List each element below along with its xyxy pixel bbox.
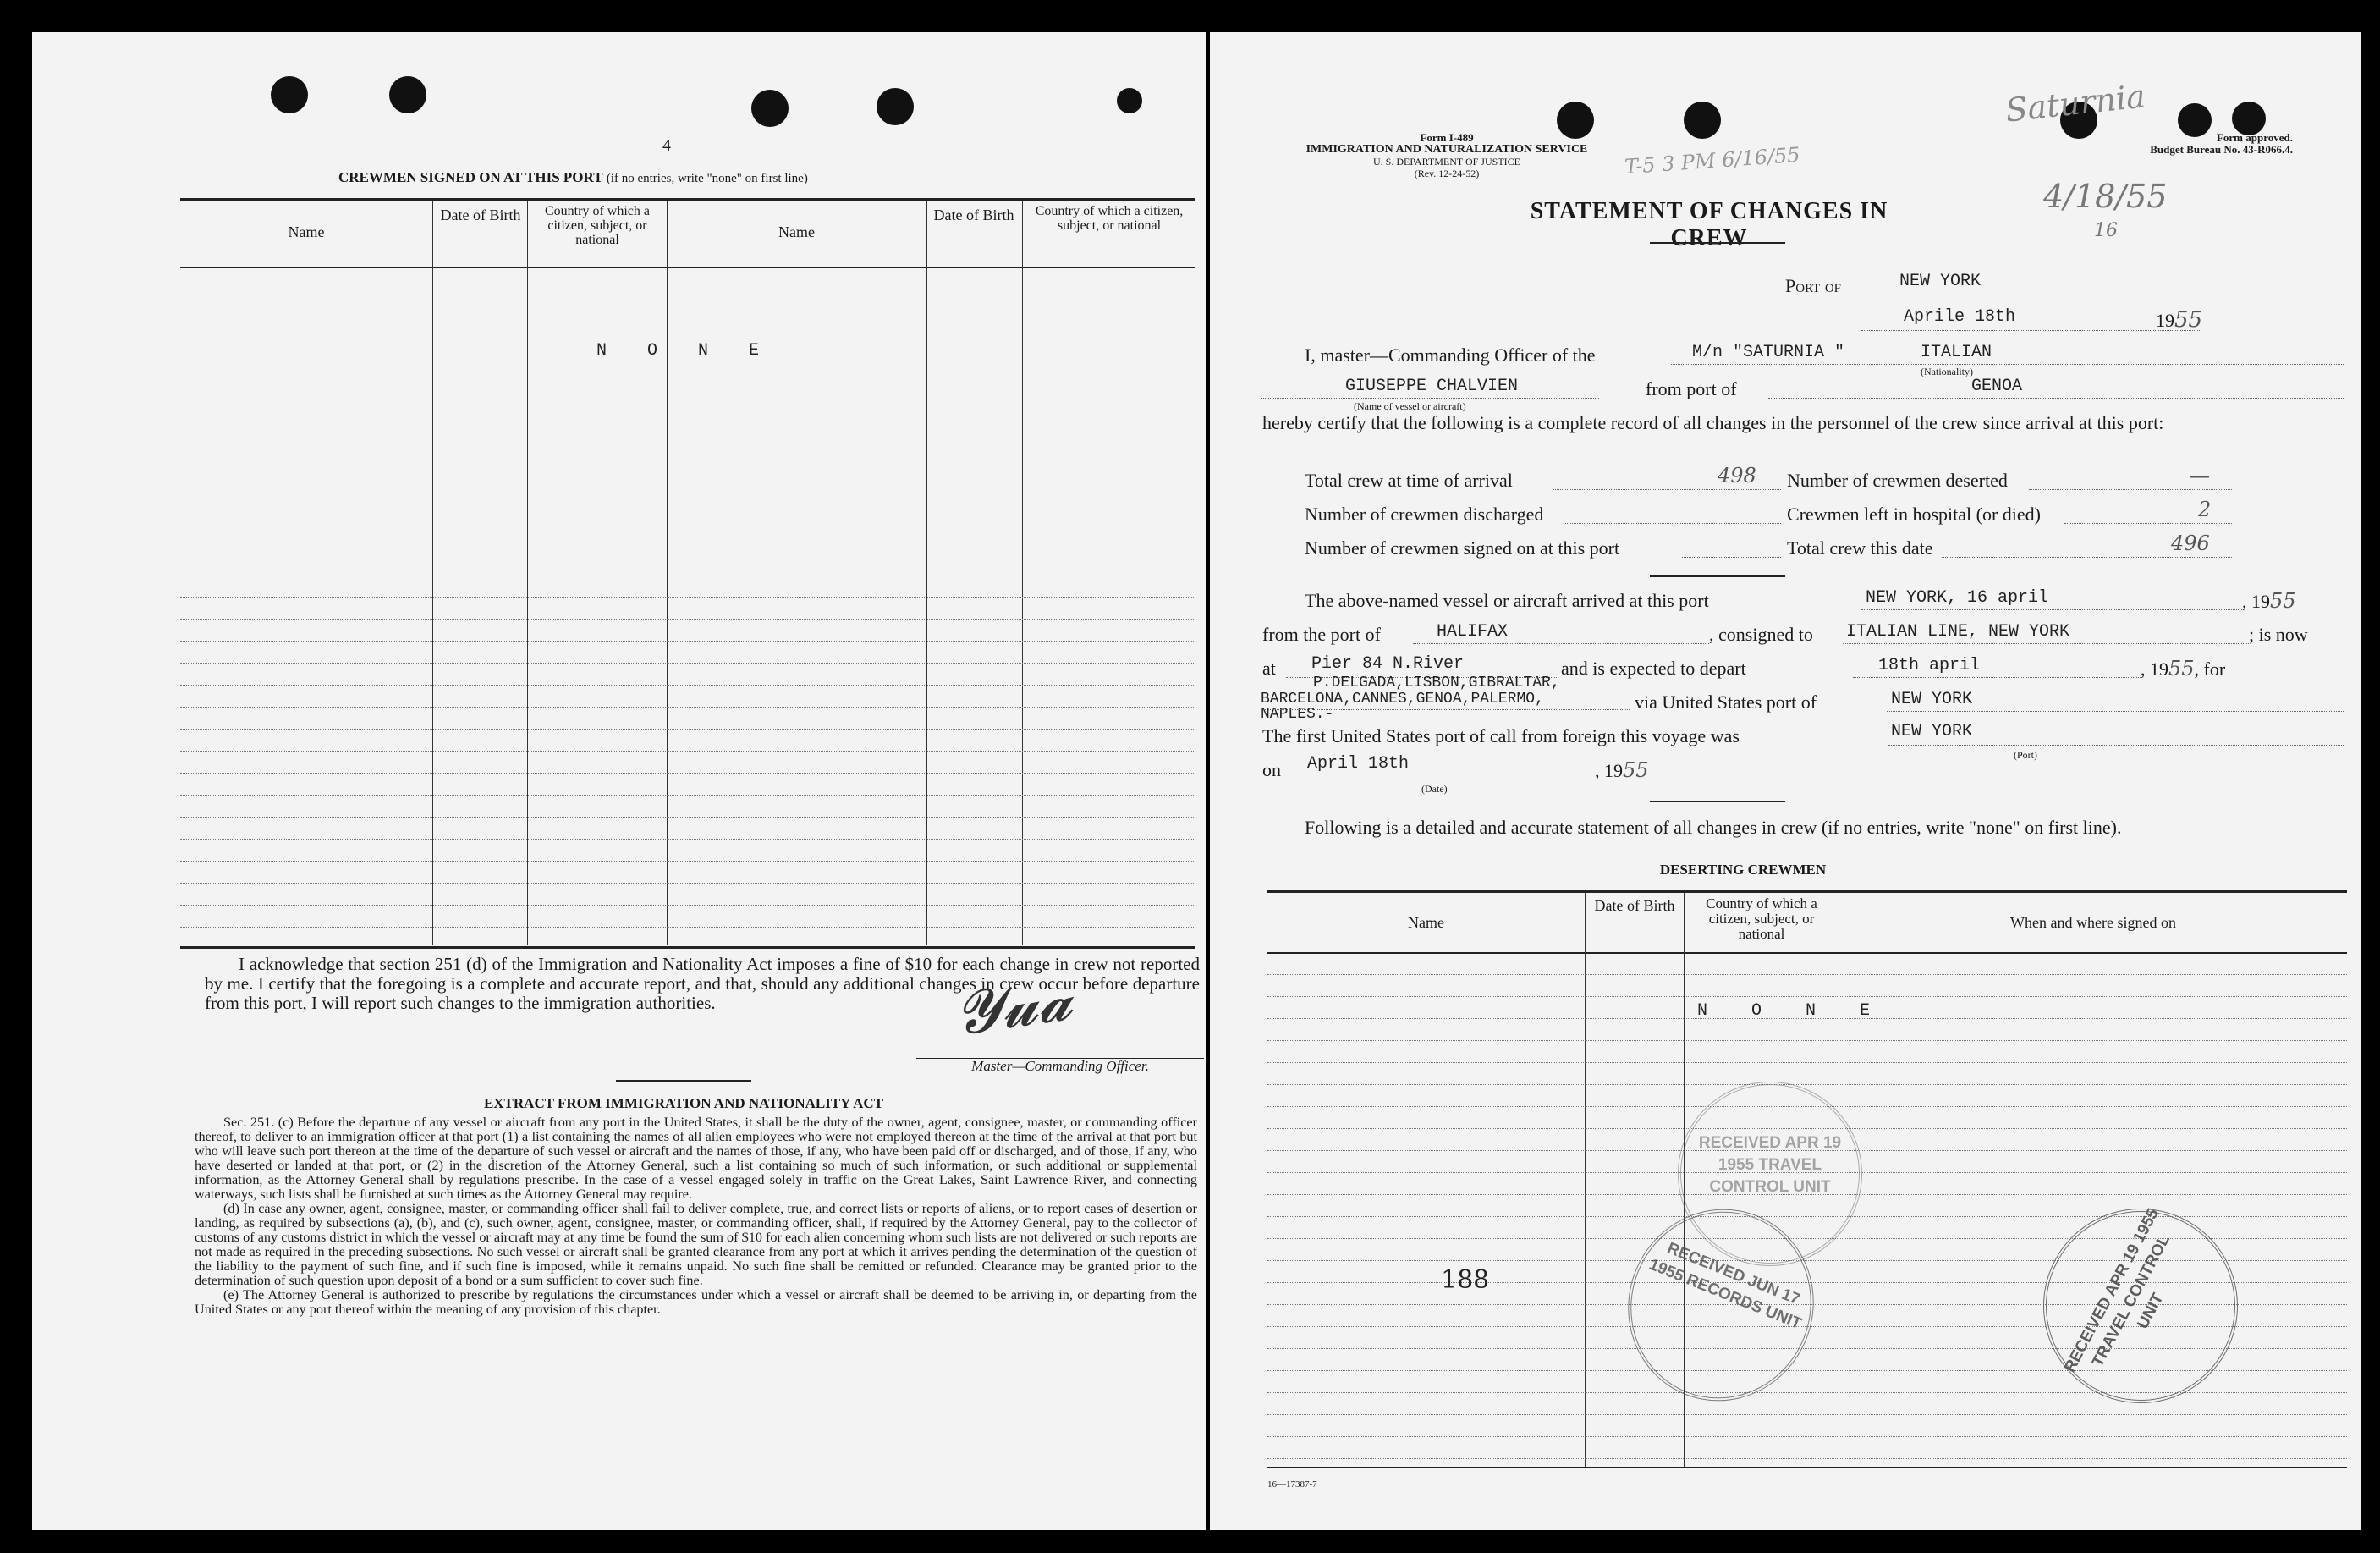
row-rule <box>180 619 1195 620</box>
received-stamp-2: RECEIVED JUN 17 1955 RECORDS UNIT <box>1599 1181 1843 1429</box>
vessel-value: M/n "SATURNIA " <box>1692 343 1845 362</box>
is-now-label: ; is now <box>2249 624 2308 645</box>
row-rule <box>180 729 1195 730</box>
handwritten-note: T-5 3 PM 6/16/55 <box>1624 142 1801 179</box>
at-value: Pier 84 N.River <box>1311 654 1465 674</box>
row-rule <box>180 883 1195 884</box>
from-port-label: from port of <box>1646 378 1737 399</box>
header-country: Country of which a citizen, subject, or national <box>1706 895 1817 942</box>
extract-section-e: (e) The Attorney General is authorized to prescribe by regulations the circumstances under which a vessel or aircraft shall be deemed to be arriving in, or departing from the United States or any port thereof within the meaning of any provision of this chapter. <box>195 1287 1197 1317</box>
row-rule <box>1267 1414 2347 1415</box>
arrival-text: The above-named vessel or aircraft arrived at this port <box>1305 590 1709 611</box>
date-sub-label: (Date) <box>1421 783 1448 795</box>
row-rule <box>180 861 1195 862</box>
handwritten-date: 4/18/55 <box>2043 178 2168 215</box>
row-rule <box>180 839 1195 840</box>
route-line-3: NAPLES.- <box>1261 706 1334 723</box>
form-title: STATEMENT OF CHANGES IN CREW <box>1530 198 1888 251</box>
header-country: Country of which a citizen, subject, or national <box>545 204 650 247</box>
row-rule <box>180 641 1195 642</box>
header-dob: Date of Birth <box>440 207 521 223</box>
handwritten-extra: 16 <box>2094 220 2118 241</box>
on-year: , 1955 <box>1595 758 1649 782</box>
hospital-label: Crewmen left in hospital (or died) <box>1787 504 2041 525</box>
depart-year: , 1955, for <box>2141 657 2226 680</box>
at-label: at <box>1262 658 1276 679</box>
total-crew-arrival: 498 <box>1718 464 1756 487</box>
extract-heading: EXTRACT FROM IMMIGRATION AND NATIONALITY ACT <box>483 1095 884 1111</box>
received-stamp-3: RECEIVED APR 19 1955 TRAVEL CONTROL UNIT <box>2009 1174 2272 1437</box>
from-port-of-label: from the port of <box>1262 624 1381 645</box>
left-page <box>32 32 1206 1530</box>
row-rule <box>180 773 1195 774</box>
hospital: 2 <box>2198 498 2212 521</box>
acknowledgement-text: I acknowledge that section 251 (d) of the Immigration and Nationality Act imposes a fine of $10 for each change in crew not reported by me. I certify that the foregoing is a complete and accurate report, and that, should any additional changes in crew occur before departure from this port, I will report such changes to the immigration authorities. <box>205 954 1200 1013</box>
row-rule <box>180 905 1195 906</box>
row-rule <box>1267 1458 2347 1459</box>
expected-label: and is expected to depart <box>1561 658 1746 679</box>
consigned-value: ITALIAN LINE, NEW YORK <box>1846 622 2070 642</box>
arrival-value: NEW YORK, 16 april <box>1866 588 2049 608</box>
vessel-label: (Name of vessel or aircraft) <box>1354 400 1466 412</box>
route-line-1: P.DELGADA,LISBON,GIBRALTAR, <box>1313 675 1560 691</box>
total-crew-arrival-label: Total crew at time of arrival <box>1305 470 1513 491</box>
header-name-2: Name <box>778 223 815 240</box>
extract-body <box>195 1115 1197 1317</box>
from-port-value: GENOA <box>1971 377 2023 396</box>
row-rule <box>1267 1436 2347 1437</box>
row-rule <box>1267 1040 2347 1041</box>
intro-text: I, master—Commanding Officer of the <box>1305 344 1596 366</box>
row-rule <box>1267 1084 2347 1085</box>
depart-value: 18th april <box>1878 656 1981 675</box>
master-name: GIUSEPPE CHALVIEN <box>1345 377 1519 396</box>
consigned-label: , consigned to <box>1709 624 1813 645</box>
date-value: Aprile 18th <box>1904 307 2016 327</box>
footer-code: 16—17387-7 <box>1267 1479 1317 1490</box>
first-port-value: NEW YORK <box>1891 722 1973 741</box>
on-date: April 18th <box>1307 754 1410 774</box>
nationality-value: ITALIAN <box>1921 343 1992 362</box>
page-number: 4 <box>662 136 671 155</box>
punch-hole <box>1117 88 1142 113</box>
row-rule <box>180 663 1195 664</box>
punch-hole <box>389 76 426 113</box>
port-label: Port of <box>1785 275 1842 296</box>
received-stamp-1: RECEIVED APR 19 1955 TRAVEL CONTROL UNIT <box>1678 1082 1862 1266</box>
deserting-heading: DESERTING CREWMEN <box>1659 862 1827 878</box>
total-today-label: Total crew this date <box>1787 537 1933 559</box>
row-rule <box>180 795 1195 796</box>
port-value: NEW YORK <box>1899 272 1982 291</box>
number-188: 188 <box>1441 1265 1490 1295</box>
arrival-year: , 1955 <box>2242 589 2296 613</box>
row-rule <box>180 707 1195 708</box>
row-rule <box>180 597 1195 598</box>
extract-section-d: (d) In case any owner, agent, consignee, master, or commanding officer shall fail to deliver complete, true, and correct lists or reports of aliens, or to report cases of desertion or landing, as required by subsections (a), (b), and (c), such owner, agent, consignee, master, or commanding officer, shall, if required by the Attorney General, pay to the collector of customs of any customs district in which the vessel or aircraft may at any time be found the sum of $10 for each alien concerning whom such lists are not delivered or such reports are not made as required in the preceding subsections. No such vessel or aircraft shall be granted clearance from any port at which it arrives pending the determination of the question of the liability to the payment of such fine, and if such fine is imposed, while it remains unpaid. No such fine shall be remitted or refunded. Clearance may be granted prior to the determination of such question upon deposit of a bond or a sum sufficient to cover such fine. <box>195 1201 1197 1288</box>
handwritten-vessel: Saturnia <box>2003 77 2147 129</box>
year-field: 1955 <box>2156 307 2203 333</box>
deserted-label: Number of crewmen deserted <box>1787 470 2008 491</box>
via-label: via United States port of <box>1635 691 1817 713</box>
form-header: Form I-489 IMMIGRATION AND NATURALIZATION SERVICE U. S. DEPARTMENT OF JUSTICE (Rev. 12-24-52) <box>1305 131 1588 179</box>
right-page <box>1210 32 2361 1530</box>
row-rule <box>180 685 1195 686</box>
none-entry: N O N E <box>596 341 775 361</box>
following-text: Following is a detailed and accurate statement of all changes in crew (if no entries, write "none" on first line). <box>1305 817 2122 838</box>
punch-hole <box>271 76 308 113</box>
via-value: NEW YORK <box>1891 690 1973 709</box>
form-approval: Form approved. Budget Bureau No. 43-R066.4. <box>2150 131 2293 156</box>
discharged-label: Number of crewmen discharged <box>1305 504 1544 525</box>
header-name: Name <box>288 223 325 240</box>
port-sub-label: (Port) <box>2014 749 2037 761</box>
certify-text: hereby certify that the following is a complete record of all changes in the personnel of the crew since arrival at this port: <box>1262 412 2164 433</box>
master-signature: 𝓨𝓾𝓪 <box>949 963 1076 1049</box>
extract-section-c: Sec. 251. (c) Before the departure of any vessel or aircraft from any port in the United States, it shall be the duty of the owner, agent, consignee, master, or commanding officer thereof, to deliver to an immigration officer at that port (1) a list containing the names of all alien employees who were not employed thereon at the time of the arrival at that port but who will leave such port thereon at the time of the departure of such vessel or aircraft and the names of those, if any, who have been paid off or discharged, and of those, if any, who have deserted or landed at that port, or (2) in the discretion of the Attorney General, such a list containing so much of such information, or such additional or supplemental information, as the Attorney General shall by regulations prescribe. In the case of a vessel engaged solely in traffic on the Great Lakes, Saint Lawrence River, and connecting waterways, such lists shall be furnished at such times as the Attorney General may require. <box>195 1115 1197 1202</box>
signature-label: Master—Commanding Officer. <box>971 1058 1149 1074</box>
punch-hole <box>877 88 914 125</box>
on-label: on <box>1262 759 1281 780</box>
row-rule <box>180 927 1195 928</box>
signed-on-label: Number of crewmen signed on at this port <box>1305 537 1620 559</box>
row-rule <box>1267 974 2347 975</box>
first-port-text: The first United States port of call from foreign this voyage was <box>1262 725 1740 746</box>
header-dob: Date of Birth <box>1594 897 1675 914</box>
header-when-where: When and where signed on <box>2010 914 2176 931</box>
crew-signed-heading: CREWMEN SIGNED ON AT THIS PORT (if no entries, write "none" on first line) <box>338 169 808 185</box>
deserted: — <box>2190 464 2210 487</box>
nationality-label: (Nationality) <box>1921 366 1973 377</box>
from-port-of-value: HALIFAX <box>1437 622 1509 642</box>
total-today: 496 <box>2171 531 2210 555</box>
row-rule <box>180 751 1195 752</box>
crewmen-signed-table <box>180 198 1195 945</box>
header-dob-2: Date of Birth <box>933 207 1014 223</box>
punch-hole <box>2232 102 2266 135</box>
punch-hole <box>1684 102 1721 139</box>
none-entry: N O N E <box>1697 1001 1888 1021</box>
header-name: Name <box>1408 914 1444 931</box>
punch-hole <box>751 90 789 127</box>
row-rule <box>1267 996 2347 997</box>
header-country-2: Country of which a citizen, subject, or national <box>1035 204 1184 233</box>
route-line-2: BARCELONA,CANNES,GENOA,PALERMO, <box>1261 691 1544 708</box>
row-rule <box>1267 1062 2347 1063</box>
row-rule <box>180 817 1195 818</box>
